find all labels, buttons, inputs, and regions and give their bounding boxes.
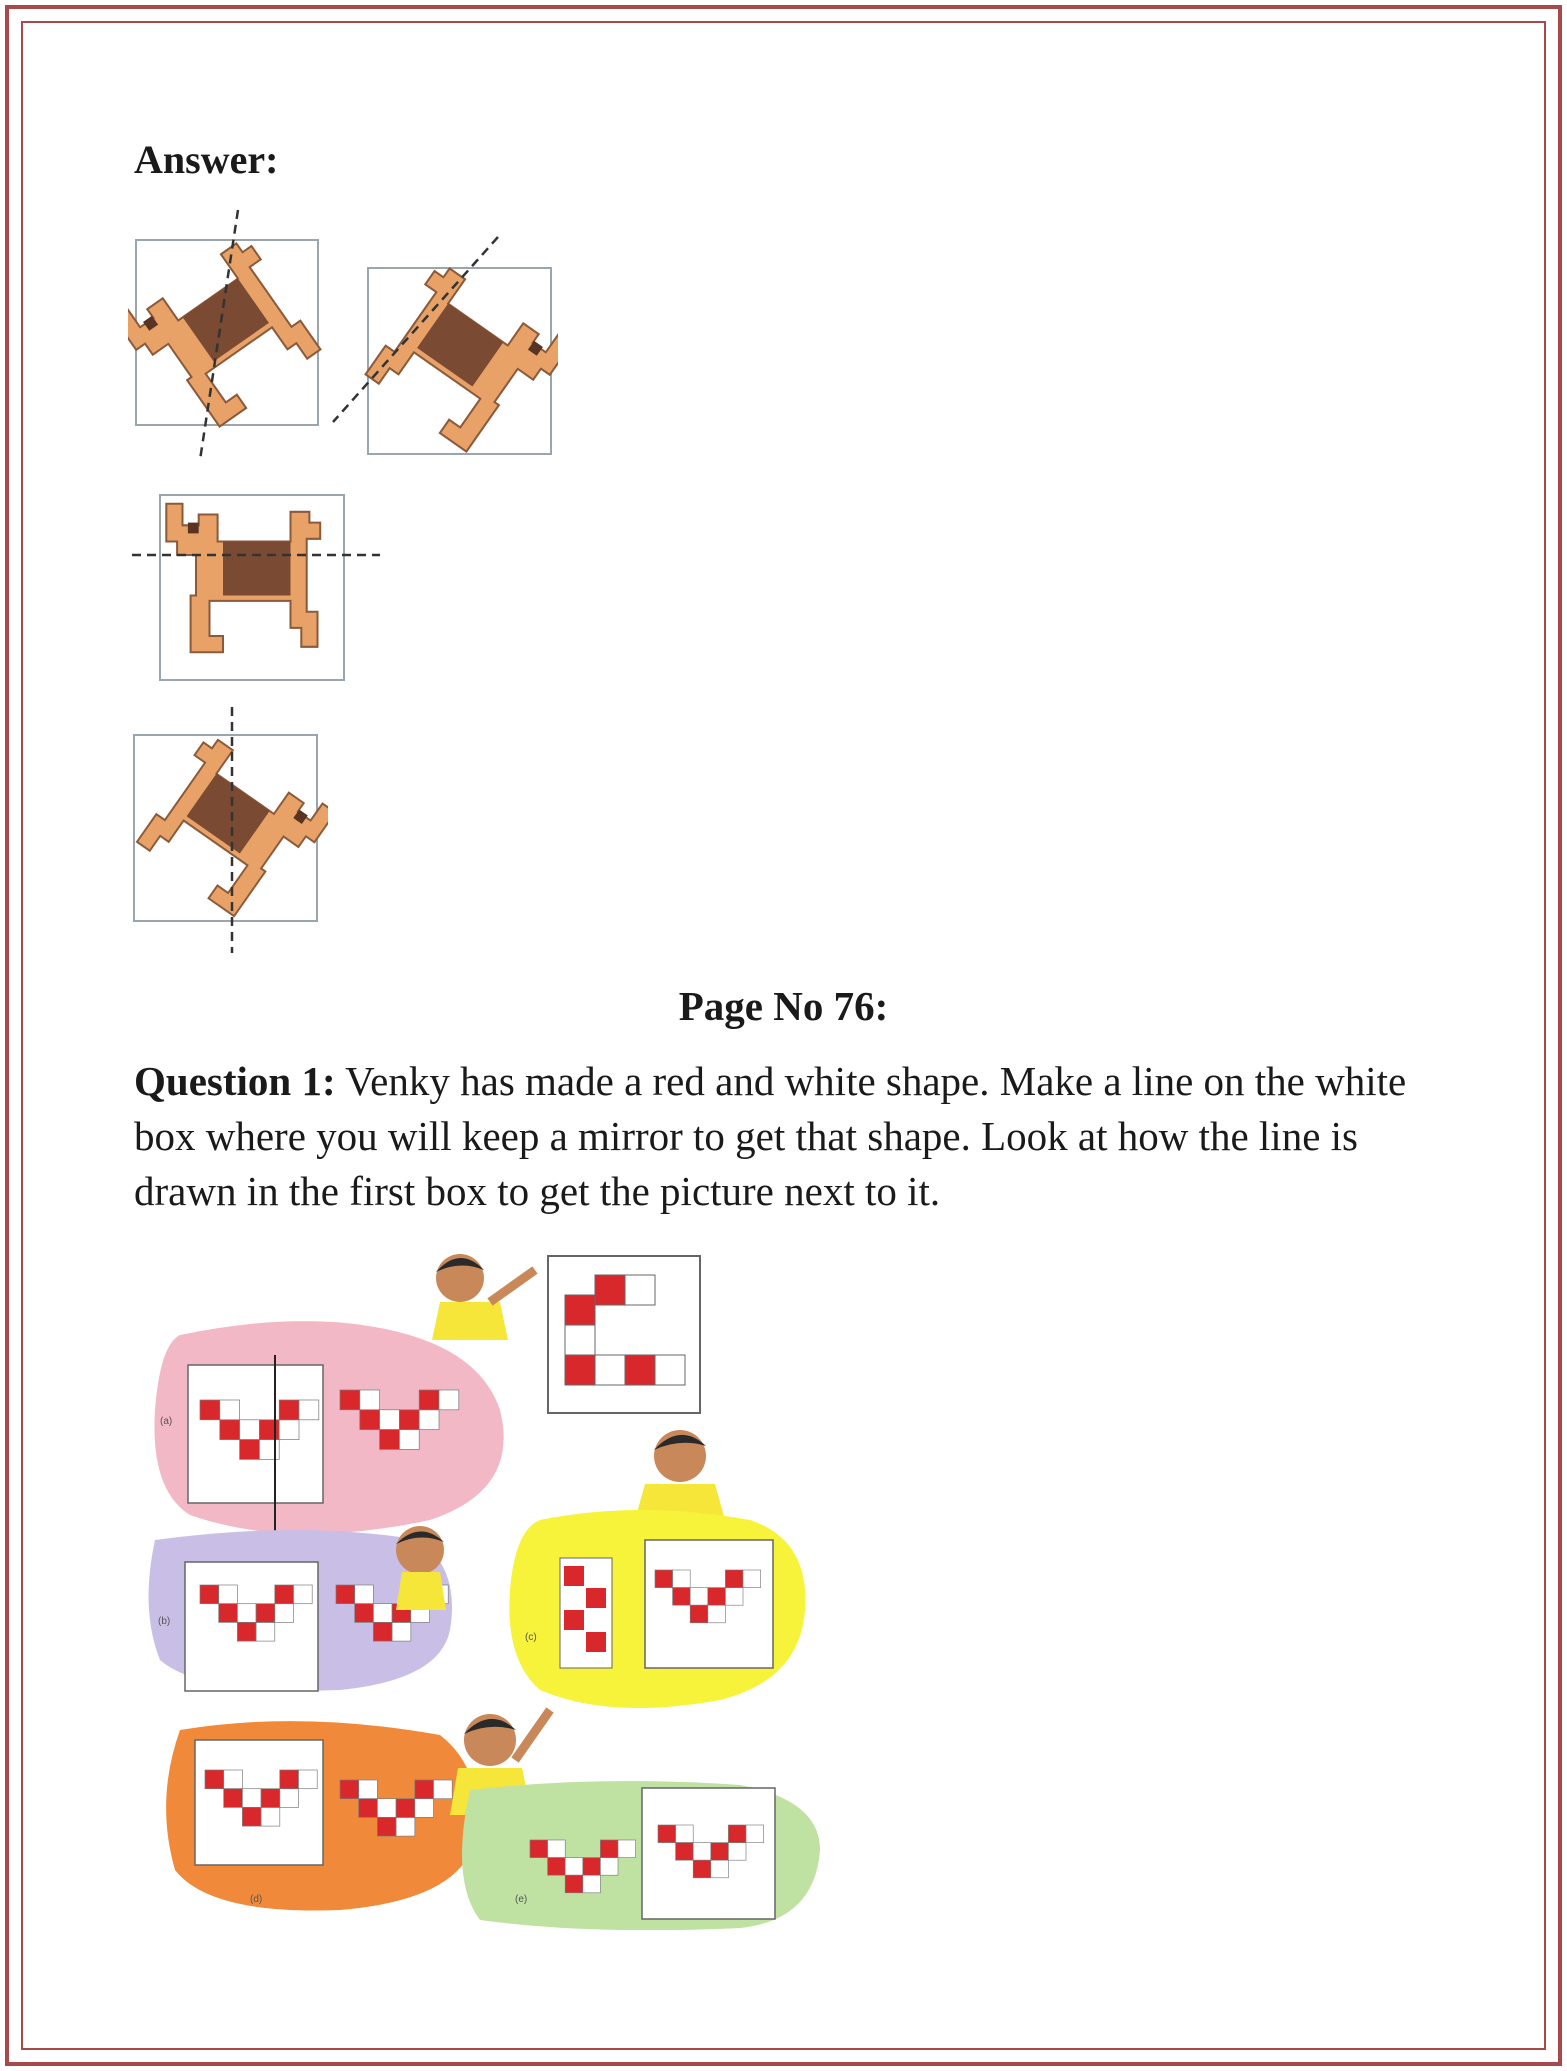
panel-a [154, 1321, 503, 1540]
boy-illustration-1 [432, 1254, 535, 1340]
panel-e [462, 1781, 820, 1930]
dog-figure-2 [328, 232, 558, 464]
panel-d [166, 1721, 477, 1910]
reference-shape-box [548, 1256, 700, 1413]
panel-d-marker: (d) [250, 1894, 263, 1905]
panel-b-marker: (b) [158, 1616, 171, 1627]
panel-e-marker: (e) [515, 1894, 528, 1905]
panel-c-marker: (c) [525, 1632, 537, 1643]
page-number-heading: Page No 76: [678, 983, 889, 1029]
question-body: Venky has made a red and white shape. Make a line on the white box where you will keep a mirror to get that shape. Look at how the line is drawn in the first box to get the picture next to it. [134, 1058, 1407, 1214]
panel-a-marker: (a) [160, 1416, 173, 1427]
mirror-shapes-illustration [140, 1240, 830, 1930]
boy-illustration-3 [635, 1430, 725, 1520]
panel-c [509, 1510, 805, 1708]
dog-figure-4 [128, 705, 328, 955]
dog-figure-1 [128, 205, 328, 465]
answer-heading: Answer: [134, 137, 279, 182]
dog-figure-3 [132, 490, 382, 685]
question-1 [134, 1054, 1444, 1219]
question-label: Question 1: [134, 1058, 336, 1104]
